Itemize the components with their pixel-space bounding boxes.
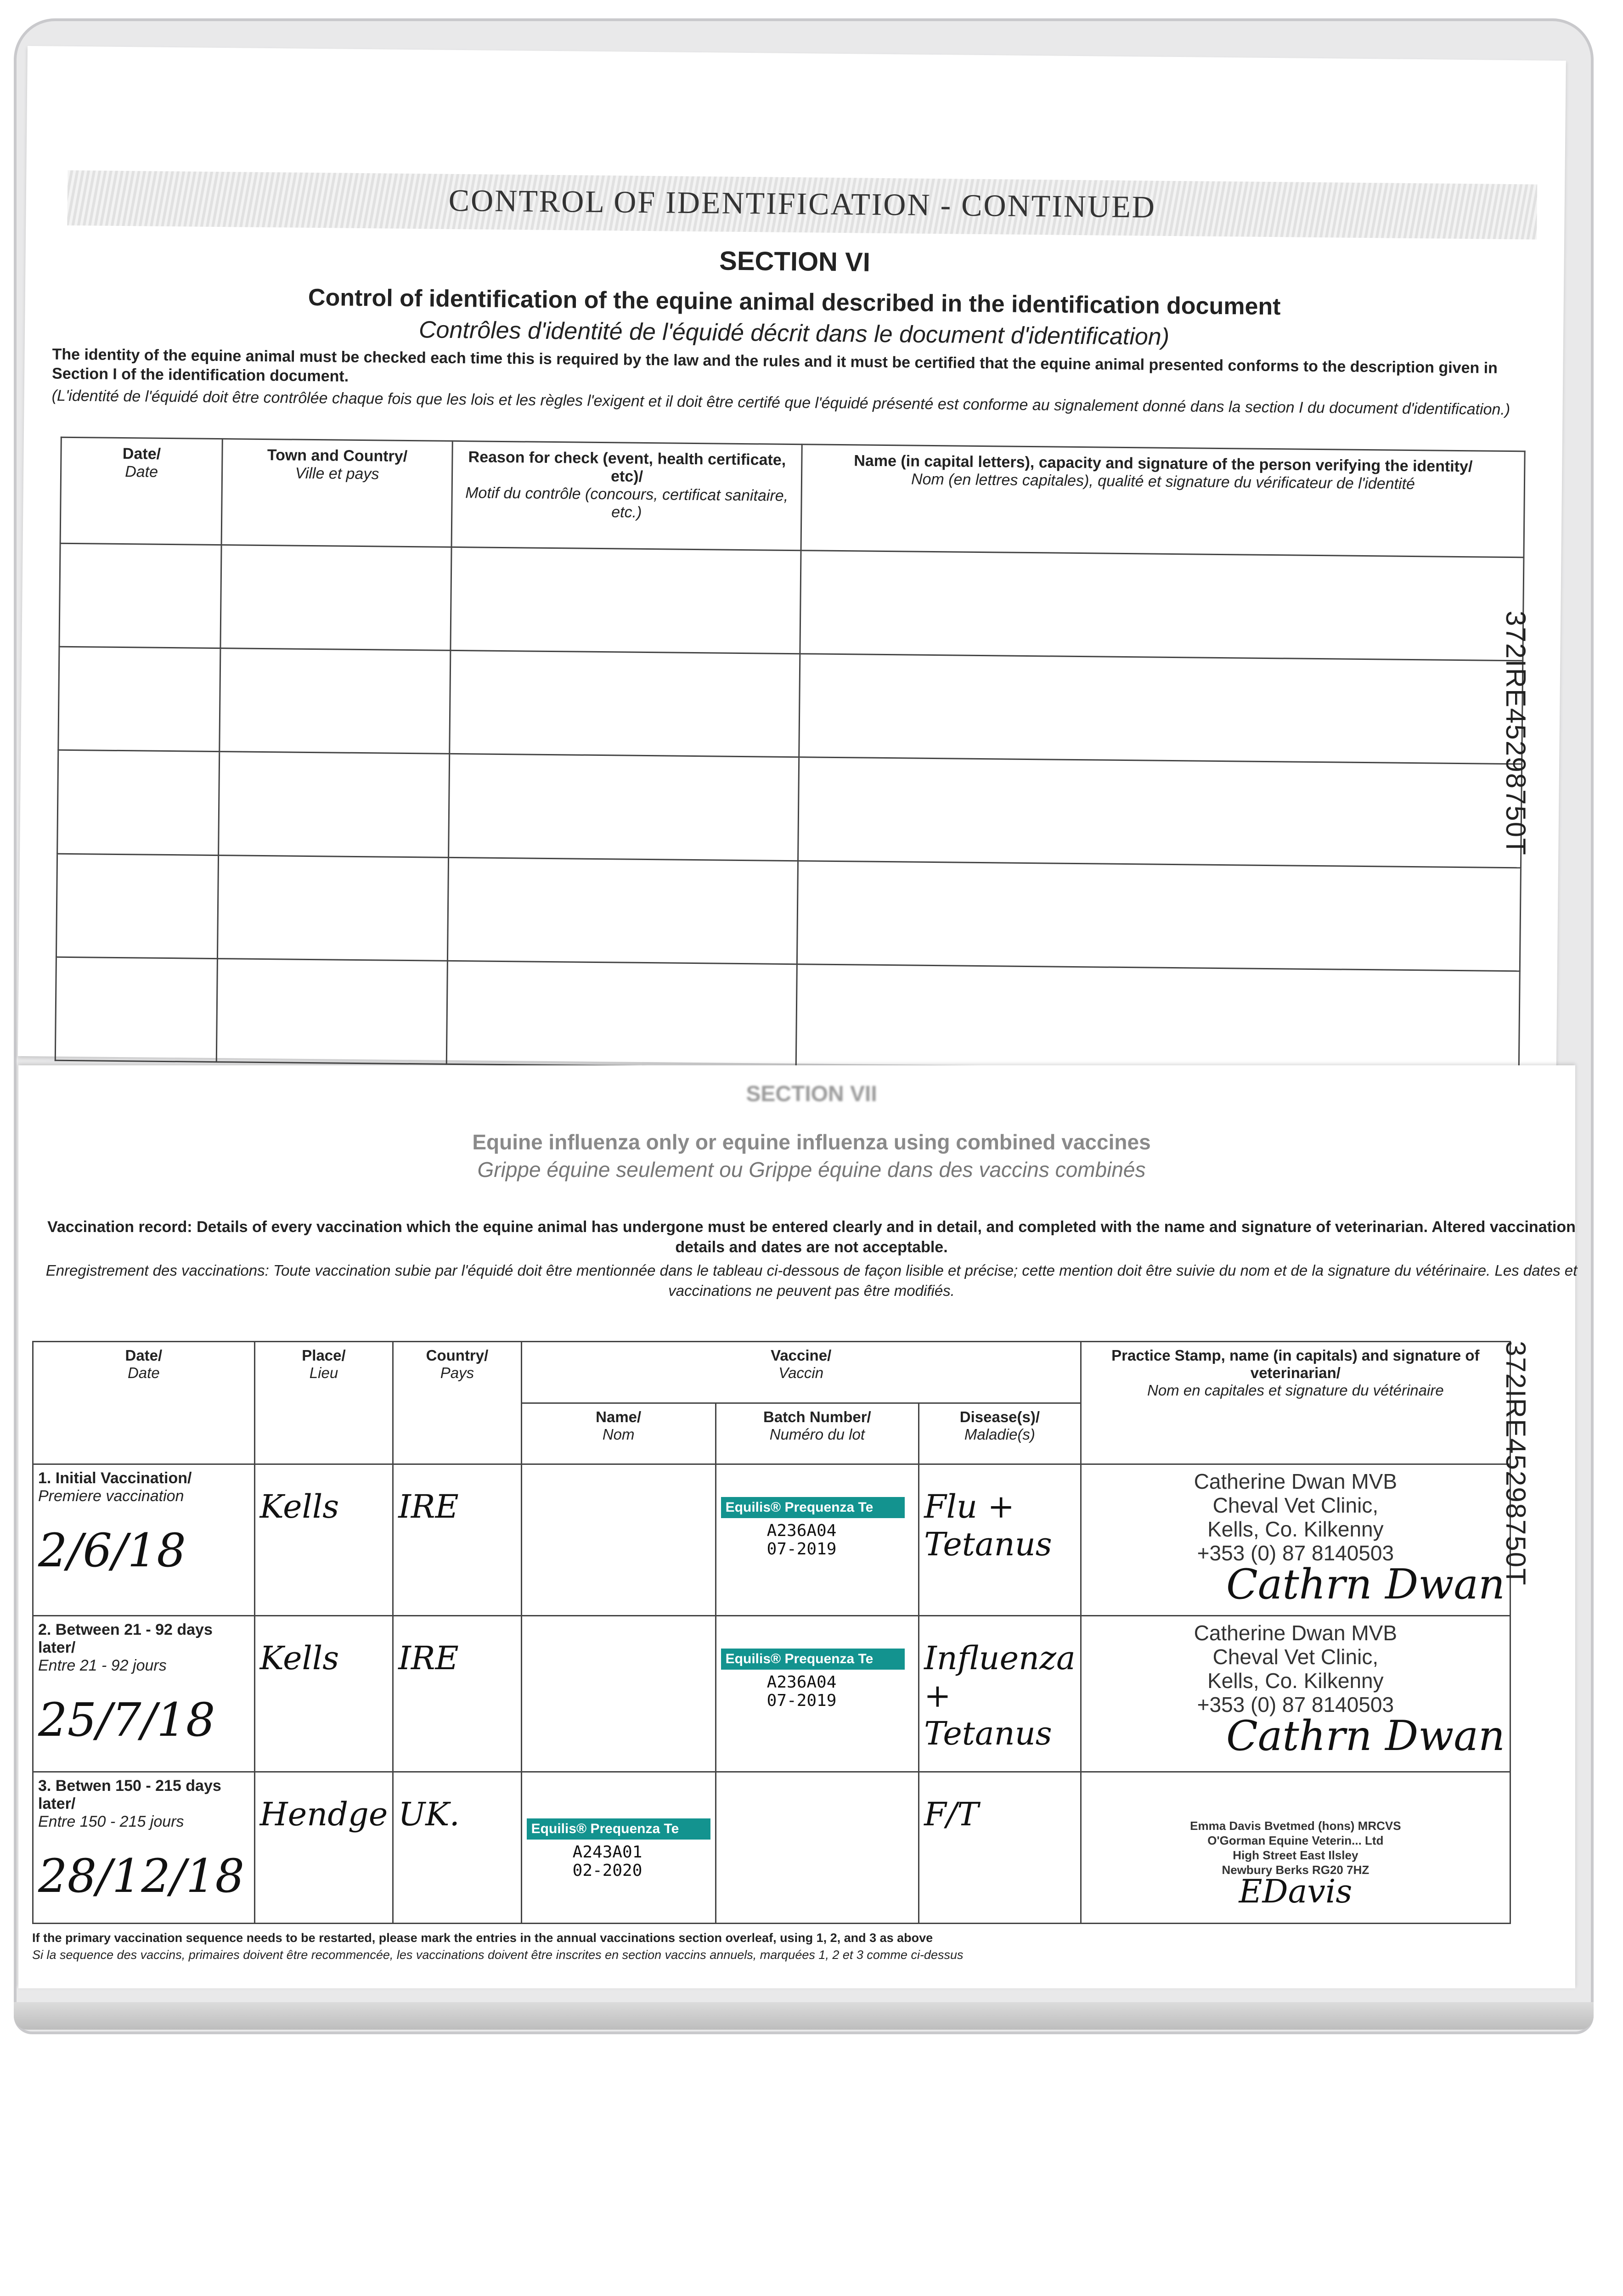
vaccine-sticker [527,1818,710,1880]
disease-cell [919,1772,1081,1924]
table-row [59,543,1524,661]
table-header-row [60,437,1525,557]
table-row [57,750,1522,868]
handwritten-date: 25/7/18 [38,1693,215,1747]
handwritten-disease: F/T [924,1795,979,1833]
expiry-date: 07-2019 [766,1691,837,1710]
batch-cell [716,1616,919,1772]
section-vi-page [18,46,1566,1071]
table-row [33,1616,1510,1772]
row-label: 1. Initial Vaccination/ Premiere vaccination [38,1469,192,1505]
col-date: Date/ Date [60,437,222,545]
col-stamp: Practice Stamp, name (in capitals) and signature of veterinarian/ Nom en capitales et signature du vétérinaire [1081,1342,1510,1464]
row-label: 2. Between 21 - 92 days later/ Entre 21 - 92 jours [38,1621,213,1674]
handwritten-place: Hendge [259,1795,388,1833]
section-vii-subtitle-en: Equine influenza only or equine influenza using combined vaccines [472,1130,1151,1154]
col-vaccine: Vaccine/ Vaccin [521,1342,1081,1403]
col-place: Place/ Lieu [254,1342,393,1464]
handwritten-date: 28/12/18 [38,1849,245,1903]
table-row [56,854,1521,971]
place-cell [254,1464,393,1616]
vet-signature: EDavis [1239,1873,1352,1910]
banner-title: CONTROL OF IDENTIFICATION - CONTINUED [448,182,1156,225]
handwritten-disease: Influenza + Tetanus [924,1639,1076,1752]
vet-stamp: Catherine Dwan MVB Cheval Vet Clinic, Kells, Co. Kilkenny +353 (0) 87 8140503 [1194,1469,1398,1565]
batch-cell [716,1464,919,1616]
date-cell [33,1616,255,1772]
disease-cell [919,1464,1081,1616]
place-cell [254,1772,393,1924]
expiry-date: 02-2020 [572,1861,642,1880]
col-vaccine-name: Name/ Nom [521,1403,716,1464]
section-subtitle-en: Control of identification of the equine animal described in the identification document [308,284,1281,321]
batch-number: A243A01 [572,1843,642,1862]
handwritten-country: IRE [398,1639,459,1677]
cover-bottom-edge [14,2002,1594,2030]
sticker-brand: Equilis® Prequenza Te [527,1818,710,1840]
handwritten-place: Kells [259,1639,339,1677]
date-cell [33,1464,255,1616]
vaccination-record-fr: Enregistrement des vaccinations: Toute vaccination subie par l'équidé doit être mentionnée dans le tableau ci-dessous de façon lisible et précise; cette mention doit être suivie du nom et de la signature du vétérinaire. Les dates et vaccinations ne peuvent pas être modifiés. [45,1262,1578,1299]
vet-stamp: Catherine Dwan MVB Cheval Vet Clinic, Kells, Co. Kilkenny +353 (0) 87 8140503 [1194,1621,1398,1716]
col-town-country: Town and Country/ Ville et pays [221,439,452,547]
handwritten-disease: Flu + Tetanus [924,1488,1052,1563]
disease-cell [919,1616,1081,1772]
vaccination-table [32,1341,1511,1924]
vaccine-sticker [721,1497,905,1559]
vet-stamp: Emma Davis Bvetmed (hons) MRCVS O'Gorman Equine Veterin... Ltd High Street East Ilsley Newbury Berks RG20 7HZ [1190,1819,1401,1877]
table-row [33,1772,1510,1924]
id-number-bottom: 372IRE45298750T [1500,1341,1531,1586]
handwritten-place: Kells [259,1488,339,1525]
banner [67,170,1537,240]
vaccination-record-en: Vaccination record: Details of every vaccination which the equine animal has undergone must be entered clearly and in detail, and completed with the name and signature of veterinarian. Altered vaccination details and dates are not acceptable. [47,1218,1576,1256]
stamp-cell [1081,1772,1510,1924]
vaccine-sticker [721,1649,905,1710]
handwritten-date: 2/6/18 [38,1524,186,1577]
vet-signature: Cathrn Dwan [1226,1712,1505,1760]
section-title: SECTION VI [719,246,871,277]
col-batch: Batch Number/ Numéro du lot [716,1403,919,1464]
expiry-date: 07-2019 [766,1540,837,1559]
intro-fr: (L'identité de l'équidé doit être contrôlée chaque fois que les lois et les règles l'exigent et il doit être certifé que l'équidé présenté est conforme au signalement donné dans la section I du document d'identification.) [51,387,1510,419]
col-country: Country/ Pays [393,1342,521,1464]
stamp-cell [1081,1616,1510,1772]
country-cell [393,1616,521,1772]
section-vii-title: SECTION VII [746,1082,877,1106]
footnote-en: If the primary vaccination sequence needs to be restarted, please mark the entries in the annual vaccinations section overleaf, using 1, 2, and 3 as above [32,1931,933,1945]
handwritten-country: IRE [398,1488,459,1525]
col-reason: Reason for check (event, health certificate, etc)/ Motif du contrôle (concours, certificat sanitaire, etc.) [451,441,802,550]
vet-signature: Cathrn Dwan [1226,1560,1505,1609]
footnote-fr: Si la sequence des vaccins, primaires doivent être recommencée, les vaccinations doivent être inscrites en section vaccins annuels, marquées 1, 2 et 3 comme ci-dessus [32,1948,964,1962]
table-row [58,647,1523,764]
col-disease: Disease(s)/ Maladie(s) [919,1403,1081,1464]
col-verifier: Name (in capital letters), capacity and signature of the person verifying the identity/ Nom (en lettres capitales), qualité et signature du vérificateur de l'identité [801,445,1525,557]
place-cell [254,1616,393,1772]
table-row [33,1464,1510,1616]
vaccine-name-cell [521,1772,716,1924]
row-label: 3. Betwen 150 - 215 days later/ Entre 150 - 215 jours [38,1777,221,1830]
batch-cell [716,1772,919,1924]
date-cell [33,1772,255,1924]
batch-number: A236A04 [766,1673,837,1692]
handwritten-country: UK. [398,1795,460,1833]
id-number-top: 372IRE45298750T [1500,611,1531,856]
batch-number: A236A04 [766,1521,837,1540]
table-row [55,957,1520,1075]
intro-en: The identity of the equine animal must be checked each time this is required by the law and the rules and it must be certified that the equine animal presented conforms to the description given in Section I of the identification document. [51,345,1498,385]
sticker-brand: Equilis® Prequenza Te [721,1497,905,1518]
section-vii-subtitle-fr: Grippe équine seulement ou Grippe équine dans des vaccins combinés [477,1158,1146,1182]
vaccine-name-cell [521,1464,716,1616]
country-cell [393,1772,521,1924]
stamp-cell [1081,1464,1510,1616]
section-subtitle-fr: Contrôles d'identité de l'équidé décrit dans le document d'identification) [418,316,1170,350]
vaccine-name-cell [521,1616,716,1772]
table-header-row [33,1342,1510,1403]
identity-check-table [55,437,1526,1075]
sticker-brand: Equilis® Prequenza Te [721,1649,905,1670]
col-date: Date/ Date [33,1342,255,1464]
country-cell [393,1464,521,1616]
